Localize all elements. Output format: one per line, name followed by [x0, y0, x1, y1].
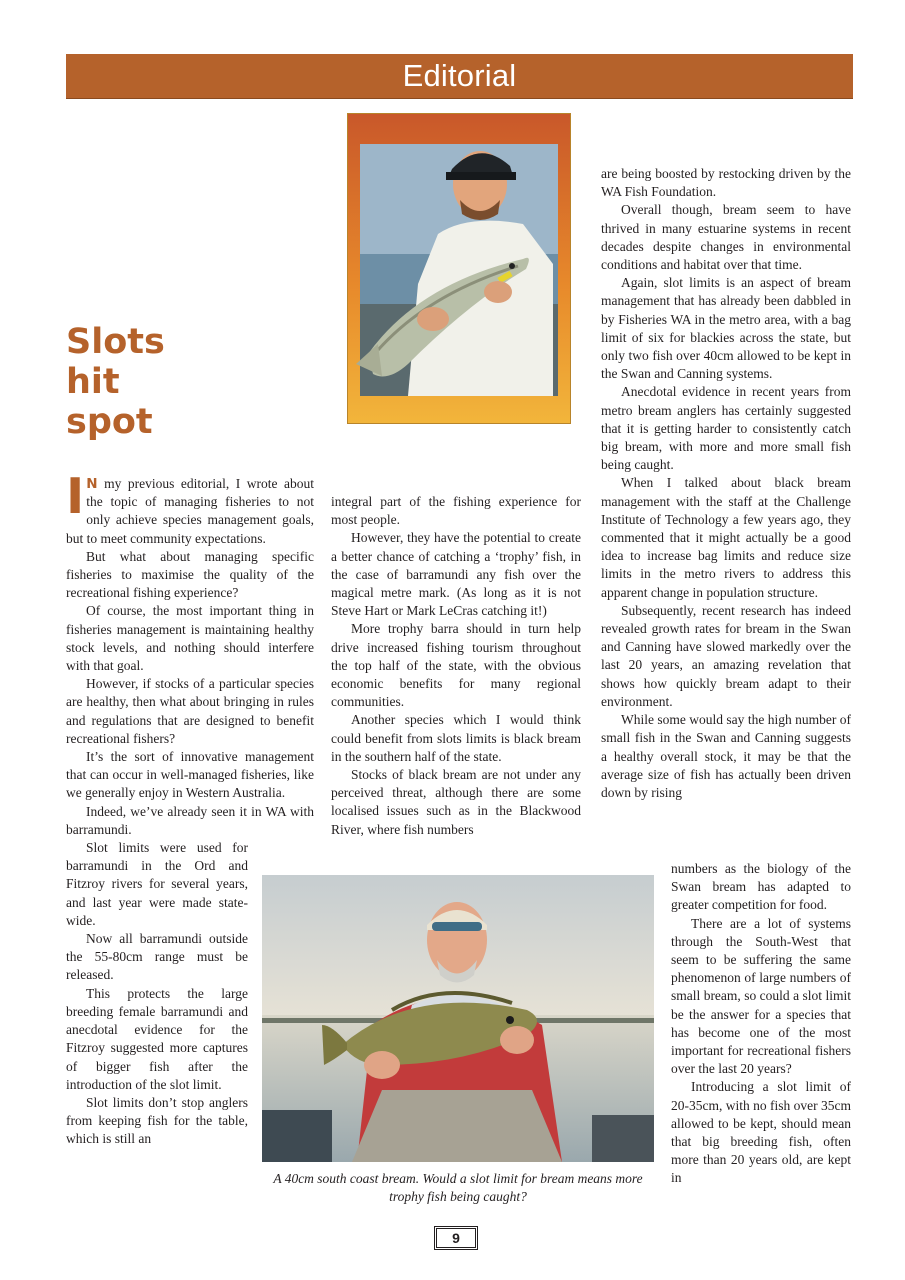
narrow-column-flow	[66, 839, 248, 1148]
paragraph: Indeed, we’ve already seen it in WA with barramundi.	[66, 803, 314, 837]
paragraph: Stocks of black bream are not under any perceived threat, although there are some localised issues such as in the Blackwood River, where fish numbers	[331, 767, 581, 837]
headline-line-1: Slots	[66, 322, 165, 362]
paragraph: It’s the sort of innovative management that can occur in well-managed fisheries, like we generally enjoy in Western Australia.	[66, 749, 314, 801]
headline-line-3: spot	[66, 402, 153, 442]
paragraph: Another species which I would think could benefit from slots limits is black bream in the southern half of the state.	[331, 712, 581, 764]
paragraph: However, they have the potential to create a better chance of catching a ‘trophy’ fish, in the case of barramundi any fish over the magical metre mark. (As long as it is not Steve Hart or Mark LeCras catching it!)	[331, 530, 581, 619]
paragraph: Introducing a slot limit of 20-35cm, with no fish over 35cm allowed to be kept, should mean that big breeding fish, often more than 20 years old, are kept in	[671, 1079, 851, 1186]
article-column-3	[601, 165, 851, 802]
paragraph: Now all barramundi outside the 55-80cm range must be released.	[66, 931, 248, 983]
page-number: 9	[434, 1226, 478, 1250]
paragraph	[66, 468, 314, 548]
paragraph: Of course, the most important thing in fisheries management is maintaining healthy stock levels, and nothing should interfere with that goal.	[66, 603, 314, 674]
bream-photo-illustration	[262, 875, 654, 1162]
author-photo-barramundi	[347, 113, 571, 424]
author-photo-illustration	[348, 114, 570, 423]
article-headline	[66, 322, 216, 442]
paragraph: But what about managing specific fisheries to maximise the quality of the recreational fishing experience?	[66, 548, 314, 601]
lead-letter: N	[86, 476, 98, 492]
section-title: Editorial	[402, 58, 517, 93]
paragraph: This protects the large breeding female barramundi and anecdotal evidence for the Fitzroy suggested more captures of bigger fish after the introduction of the slot limit.	[66, 985, 248, 1092]
paragraph: Overall though, bream seem to have thrived in many estuarine systems in recent decades despite changes in environmental conditions and habitat over that time.	[601, 202, 851, 273]
paragraph: Slot limits were used for barramundi in the Ord and Fitzroy rivers for several years, and last year were made state-wide.	[66, 840, 248, 928]
article-column-4	[671, 860, 851, 1188]
paragraph: While some would say the high number of small fish in the Swan and Canning suggests a healthy overall stock, it may be that the average size of fish has actually been driven down by rising	[601, 712, 851, 800]
article-column-2	[331, 493, 581, 839]
photo-caption: A 40cm south coast bream. Would a slot limit for bream means more trophy fish being caught?	[273, 1171, 643, 1204]
section-banner	[66, 54, 853, 99]
paragraph: integral part of the fishing experience for most people.	[331, 494, 581, 528]
paragraph: Slot limits don’t stop anglers from keeping fish for the table, which is still an	[66, 1094, 248, 1147]
paragraph-text: my previous editorial, I wrote about the topic of managing fisheries to not only achieve species management goals, but to meet community expectations.	[66, 476, 314, 546]
dropcap-letter: I	[66, 468, 85, 525]
paragraph: More trophy barra should in turn help drive increased fishing tourism throughout the top half of the state, with the obvious economic benefits for many regional communities.	[331, 621, 581, 710]
headline-line-2: hit	[66, 362, 120, 402]
paragraph: However, if stocks of a particular species are healthy, then what about bringing in rules and regulations that are designed to benefit recreational fishers?	[66, 676, 314, 746]
paragraph: numbers as the biology of the Swan bream has adapted to greater competition for food.	[671, 861, 851, 913]
paragraph: are being boosted by restocking driven by the WA Fish Foundation.	[601, 166, 851, 200]
bream-photo	[262, 875, 654, 1162]
paragraph: Subsequently, recent research has indeed revealed growth rates for bream in the Swan and Canning have slowed markedly over the last 20 years, an amazing revelation that shows how quickly bream adapt to their environment.	[601, 602, 851, 709]
paragraph: Again, slot limits is an aspect of bream management that has already been dabbled in by Fisheries WA in the metro area, with a bag limit of six for blackies across the state, but only two fish over 40cm allowed to be kept in the Swan and Canning systems.	[601, 275, 851, 382]
paragraph: Anecdotal evidence in recent years from metro bream anglers has certainly suggested that it is getting harder to consistently catch big bream, with more and more small fish being caught.	[601, 384, 851, 473]
paragraph: When I talked about black bream management with the staff at the Challenge Institute of Technology a few years ago, they commented that it might actually be a good idea to increase bag limits and reduce size limits in the metro rivers to address this apparent change in population structure.	[601, 475, 851, 600]
paragraph: There are a lot of systems through the South-West that seem to be suffering the same phenomenon of large numbers of small bream, so could a slot limit be the answer for a species that has become one of the most important for recreational fishers over the last 20 years?	[671, 915, 851, 1077]
